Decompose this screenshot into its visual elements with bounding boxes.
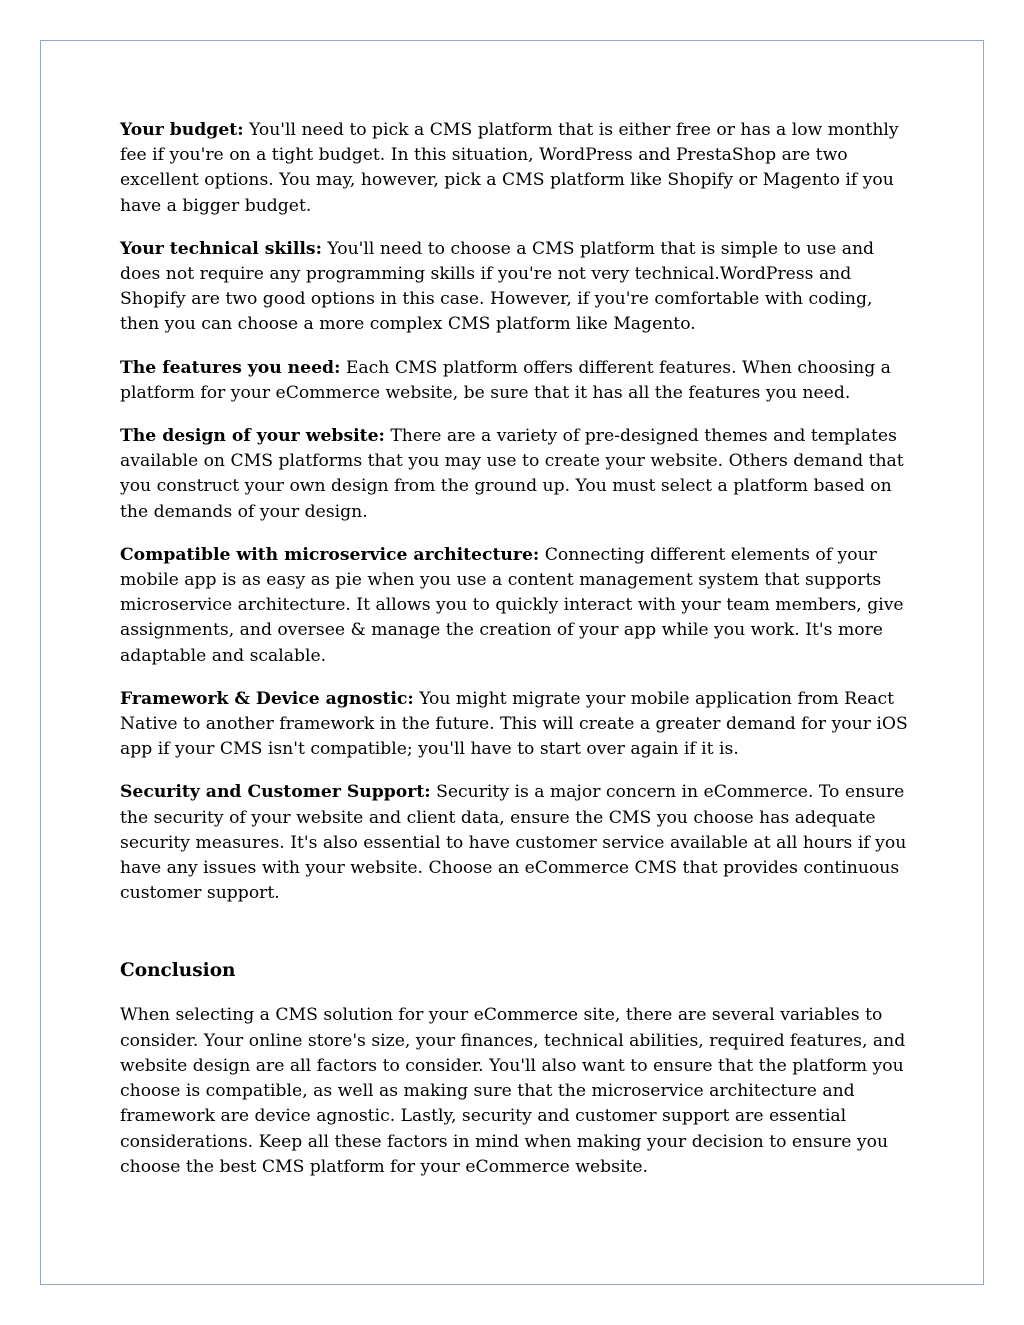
- section-text: You'll need to pick a CMS platform that is either free or has a low monthly fee if you're on a tight budget. In this situation, WordPress and PrestaShop are two excellent options. You may, however, pick a CMS platform like Shopify or Magento if you have a bigger budget.: [120, 120, 899, 216]
- section-design: [120, 424, 910, 525]
- section-text: Connecting different elements of your mobile app is as easy as pie when you use a content management system that supports microservice architecture. It allows you to quickly interact with your team members, give assignments, and oversee & manage the creation of your app while you work. It's more adaptable and scalable.: [120, 544, 904, 666]
- section-text: Security is a major concern in eCommerce. To ensure the security of your website and client data, ensure the CMS you choose has adequate security measures. It's also essential to have customer service available at all hours if you have any issues with your website. Choose an eCommerce CMS that provides continuous customer support.: [120, 782, 907, 904]
- conclusion-heading: Conclusion: [120, 960, 236, 982]
- section-technical-skills: [120, 237, 910, 338]
- section-term: Your technical skills:: [120, 238, 322, 259]
- document-body: [120, 118, 910, 1198]
- section-term: Framework & Device agnostic:: [120, 688, 414, 709]
- section-budget: [120, 118, 910, 219]
- section-term: The design of your website:: [120, 426, 385, 447]
- section-text: You'll need to choose a CMS platform that is simple to use and does not require any programming skills if you're not very technical.WordPress and Shopify are two good options in this case. However, if you're comfortable with coding, then you can choose a more complex CMS platform like Magento.: [120, 238, 875, 335]
- section-term: Compatible with microservice architecture:: [120, 544, 540, 565]
- section-text: Each CMS platform offers different features. When choosing a platform for your eCommerce website, be sure that it has all the features you need.: [120, 357, 891, 403]
- section-microservice: [120, 543, 910, 669]
- section-term: The features you need:: [120, 357, 341, 378]
- section-text: You might migrate your mobile application from React Native to another framework in the future. This will create a greater demand for your iOS app if your CMS isn't compatible; you'll have to start over again if it is.: [120, 688, 908, 760]
- section-features: [120, 356, 910, 406]
- section-term: Your budget:: [120, 120, 244, 140]
- section-text: There are a variety of pre-designed themes and templates available on CMS platforms that you may use to create your website. Others demand that you construct your own design from the ground up. You must select a platform based on the demands of your design.: [120, 426, 904, 522]
- section-framework: [120, 687, 910, 763]
- section-security: [120, 780, 910, 906]
- conclusion-text: When selecting a CMS solution for your eCommerce site, there are several variables to consider. Your online store's size, your finances, technical abilities, required features, and website design are all factors to consider. You'll also want to ensure that the platform you choose is compatible, as well as making sure that the microservice architecture and framework are device agnostic. Lastly, security and customer support are essential considerations. Keep all these factors in mind when making your decision to ensure you choose the best CMS platform for your eCommerce website.: [120, 1005, 906, 1177]
- spacer: [120, 924, 910, 958]
- section-term: Security and Customer Support:: [120, 782, 431, 803]
